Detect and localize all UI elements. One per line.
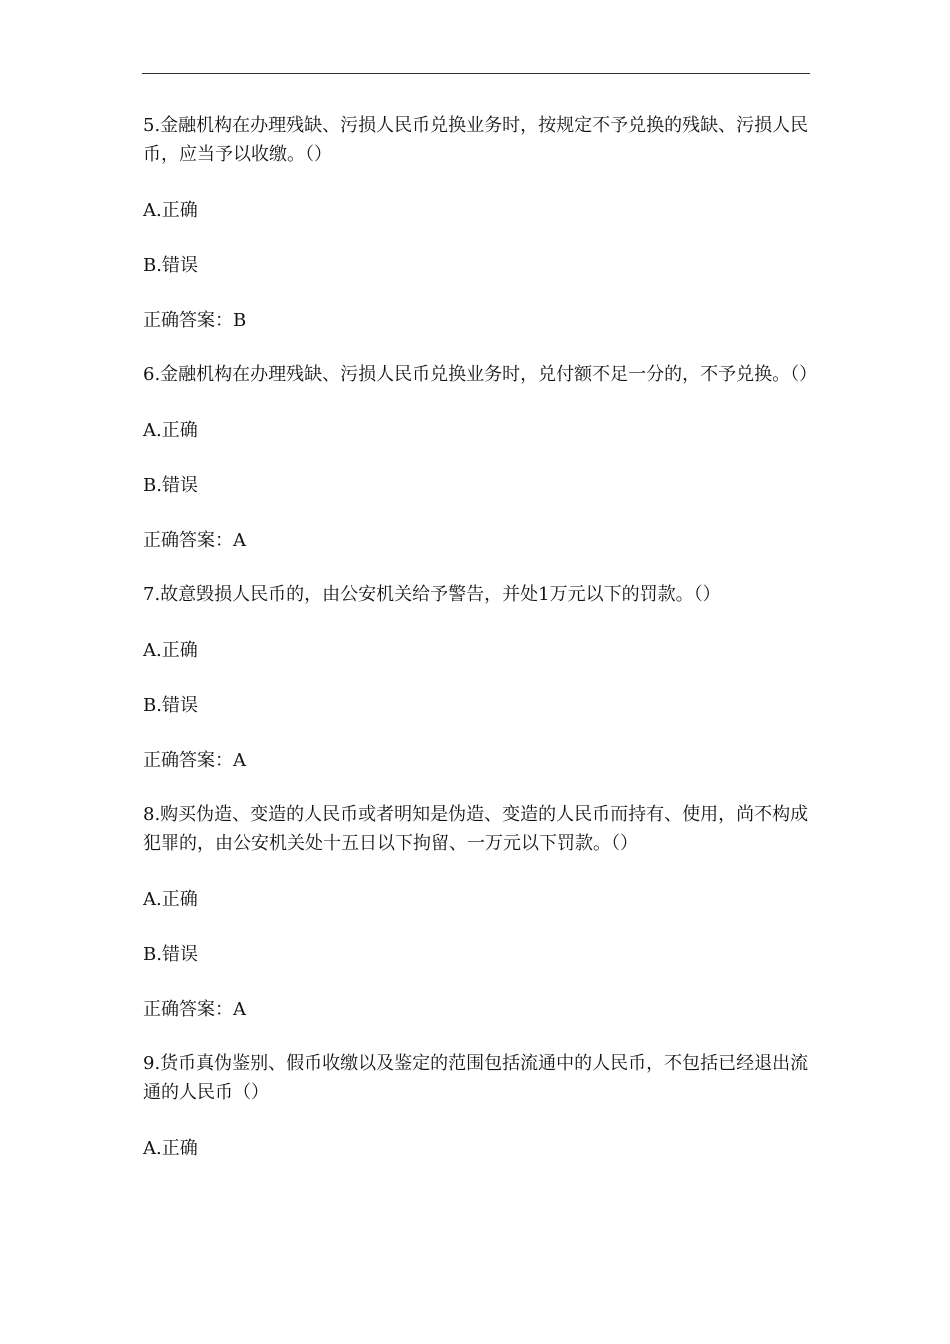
correct-answer: 正确答案：A (143, 999, 246, 1020)
question-block (143, 111, 811, 360)
correct-answer: 正确答案：A (143, 750, 246, 771)
question-list (143, 111, 818, 1163)
question-block (143, 360, 818, 580)
question-text: 6.金融机构在办理残缺、污损人民币兑换业务时，兑付额不足一分的，不予兑换。（） (143, 364, 818, 385)
question-block (143, 1049, 811, 1163)
question-text: 9.货币真伪鉴别、假币收缴以及鉴定的范围包括流通中的人民币，不包括已经退出流通的人民币（） (143, 1053, 809, 1103)
question-block (143, 800, 811, 1049)
question-text: 8.购买伪造、变造的人民币或者明知是伪造、变造的人民币而持有、使用，尚不构成犯罪的，由公安机关处十五日以下拘留、一万元以下罚款。（） (143, 804, 809, 854)
correct-answer: 正确答案：A (143, 530, 246, 551)
correct-answer: 正确答案：B (143, 310, 247, 331)
option-b: B.错误 (143, 255, 198, 276)
header-rule (142, 73, 810, 74)
option-b: B.错误 (143, 944, 198, 965)
question-text: 5.金融机构在办理残缺、污损人民币兑换业务时，按规定不予兑换的残缺、污损人民币，应当予以收缴。（） (143, 115, 809, 165)
option-b: B.错误 (143, 475, 198, 496)
question-text: 7.故意毁损人民币的，由公安机关给予警告，并处1万元以下的罚款。（） (143, 584, 721, 605)
option-a: A.正确 (143, 640, 198, 661)
option-a: A.正确 (143, 1138, 198, 1159)
option-b: B.错误 (143, 695, 198, 716)
option-a: A.正确 (143, 420, 198, 441)
option-a: A.正确 (143, 889, 198, 910)
question-block (143, 580, 811, 800)
option-a: A.正确 (143, 200, 198, 221)
